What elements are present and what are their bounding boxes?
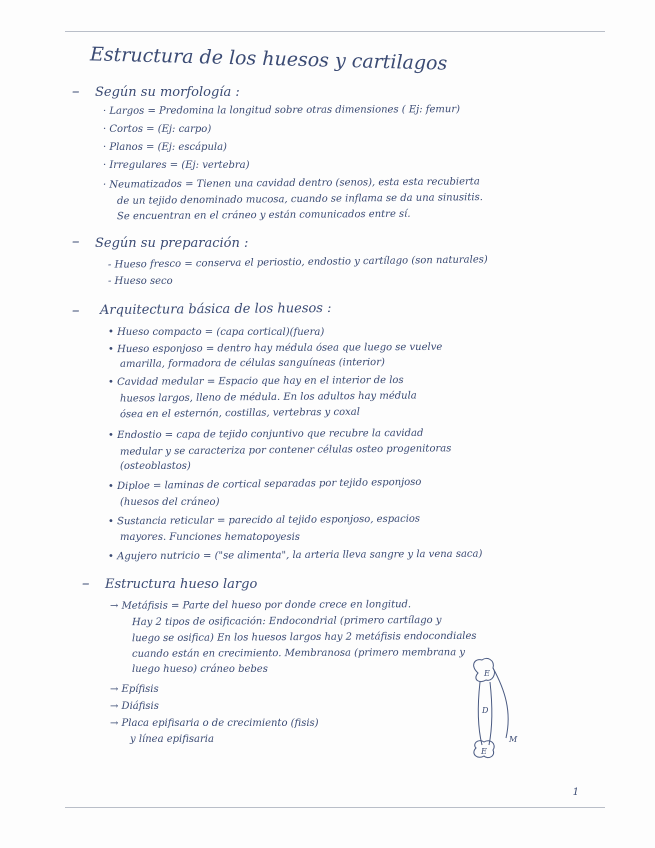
list-item: · Largos = Predomina la longitud sobre otras dimensiones ( Ej: femur) — [102, 104, 461, 117]
list-item: • Hueso compacto = (capa cortical)(fuera) — [108, 327, 325, 338]
list-item-continuation: medular y se caracteriza por contener células osteo progenitoras — [119, 443, 452, 458]
list-item-continuation: luego se osifica) En los huesos largos hay 2 metáfisis endocondiales — [131, 630, 477, 645]
list-item-continuation: Se encuentran en el cráneo y están comunicados entre sí. — [116, 208, 411, 223]
page-number: 1 — [572, 787, 579, 798]
page-title: Estructura de los huesos y cartilagos — [89, 43, 448, 75]
list-item-continuation: mayores. Funciones hematopoyesis — [120, 532, 300, 543]
section-dash: – — [72, 301, 80, 319]
list-item: → Placa epifisaria o de crecimiento (fisis) — [110, 718, 319, 729]
list-item-continuation: (osteoblastos) — [120, 461, 191, 472]
list-item-continuation: amarilla, formadora de células sanguíneas (interior) — [119, 357, 385, 370]
section-dash: – — [82, 574, 90, 592]
section-dash: – — [72, 82, 80, 100]
list-item-continuation: y línea epifisaria — [130, 734, 214, 745]
section-heading-long-bone: Estructura hueso largo — [105, 577, 258, 592]
list-item-continuation: cuando están en crecimiento. Membranosa (primero membrana y — [131, 647, 466, 660]
section-dash: – — [72, 232, 80, 250]
list-item-continuation: huesos largos, lleno de médula. En los adultos hay médula — [119, 390, 417, 405]
list-item: · Cortos = (Ej: carpo) — [103, 124, 212, 135]
list-item: • Diploe = laminas de cortical separadas por tejido esponjoso — [107, 476, 422, 493]
list-item: - Hueso fresco = conserva el periostio, endostio y cartílago (son naturales) — [107, 254, 488, 271]
list-item-continuation: luego hueso) cráneo bebes — [132, 664, 268, 675]
list-item: • Cavidad medular = Espacio que hay en el interior de los — [107, 374, 404, 389]
list-item-continuation: ósea en el esternón, costillas, vertebras y coxal — [119, 406, 360, 421]
list-item: · Irregulares = (Ej: vertebra) — [103, 160, 250, 171]
list-item: • Sustancia reticular = parecido al tejido esponjoso, espacios — [107, 513, 421, 528]
section-heading-architecture: Arquitectura básica de los huesos : — [99, 300, 332, 319]
list-item-continuation: Hay 2 tipos de osificación: Endocondrial (primero cartílago y — [131, 614, 442, 629]
list-item-continuation: (huesos del cráneo) — [120, 497, 220, 508]
list-item: · Planos = (Ej: escápula) — [103, 142, 227, 153]
list-item: • Agujero nutricio = ("se alimenta", la arteria lleva sangre y la vena saca) — [107, 548, 483, 563]
sketch-label-epiphysis-top: E — [484, 669, 490, 678]
list-item: • Hueso esponjoso = dentro hay médula ósea que luego se vuelve — [107, 341, 443, 356]
list-item: - Hueso seco — [108, 276, 173, 287]
list-item-continuation: de un tejido denominado mucosa, cuando se inflama se da una sinusitis. — [116, 192, 483, 207]
list-item: → Diáfisis — [110, 701, 159, 712]
sketch-label-diaphysis: D — [482, 706, 489, 715]
sketch-label-epiphysis-bottom: E — [481, 747, 487, 756]
section-heading-preparation: Según su preparación : — [95, 236, 249, 251]
list-item: → Metáfisis = Parte del hueso por donde crece en longitud. — [109, 599, 412, 612]
sketch-label-side: M — [509, 735, 518, 744]
list-item: • Endostio = capa de tejido conjuntivo que recubre la cavidad — [107, 427, 424, 442]
list-item: · Neumatizados = Tienen una cavidad dentro (senos), esta esta recubierta — [102, 176, 480, 191]
section-heading-morphology: Según su morfología : — [95, 85, 240, 100]
list-item: → Epífisis — [110, 684, 159, 695]
